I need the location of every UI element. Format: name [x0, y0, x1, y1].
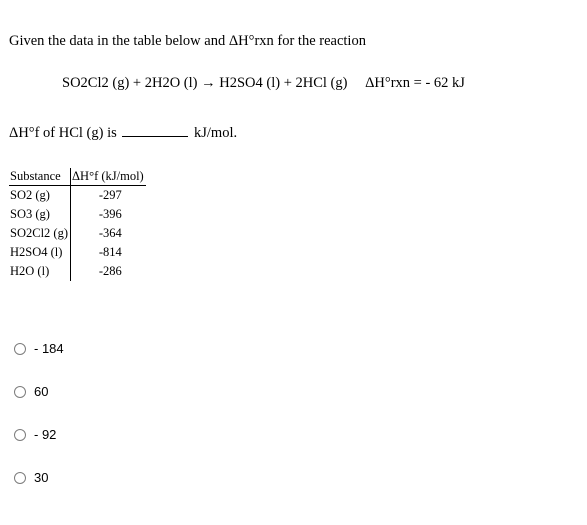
table-header-row — [9, 168, 146, 186]
answer-line — [9, 124, 237, 142]
value-cell: -364 — [71, 224, 146, 243]
table-row — [9, 243, 146, 262]
reaction-arrow: → — [201, 75, 216, 91]
enthalpy-table — [9, 168, 146, 281]
substance-cell: H2SO4 (l) — [10, 245, 63, 259]
radio-button[interactable] — [14, 429, 26, 441]
value-cell: -297 — [71, 186, 146, 206]
question-intro: Given the data in the table below and ΔH°rxn for the reaction — [9, 33, 366, 49]
substance-cell: H2O (l) — [10, 264, 50, 278]
reactant-2: 2H2O (l) — [144, 75, 198, 91]
radio-button[interactable] — [14, 386, 26, 398]
answer-prompt: ΔH°f of HCl (g) is — [9, 125, 117, 141]
answer-option-4[interactable] — [14, 470, 48, 485]
substance-cell: SO2Cl2 (g) — [10, 226, 68, 240]
product-1: H2SO4 (l) — [219, 75, 281, 91]
radio-button[interactable] — [14, 343, 26, 355]
value-cell: -814 — [71, 243, 146, 262]
option-label[interactable]: - 184 — [34, 341, 64, 356]
plus-2: + — [283, 75, 292, 91]
product-2: 2HCl (g) — [295, 75, 348, 91]
header-enthalpy: ΔH°f (kJ/mol) — [71, 168, 146, 186]
answer-unit: kJ/mol. — [194, 125, 238, 141]
radio-button[interactable] — [14, 472, 26, 484]
table-row — [9, 262, 146, 281]
reaction-enthalpy: ΔH°rxn = - 62 kJ — [365, 75, 465, 91]
substance-cell: SO3 (g) — [10, 207, 50, 221]
substance-cell: SO2 (g) — [10, 188, 50, 202]
header-substance: Substance — [10, 169, 61, 183]
table-row — [9, 205, 146, 224]
reaction-equation — [62, 75, 465, 92]
table-row — [9, 224, 146, 243]
answer-option-1[interactable] — [14, 341, 64, 356]
option-label[interactable]: 60 — [34, 384, 49, 399]
plus-1: + — [132, 75, 142, 91]
table-row — [9, 186, 146, 206]
answer-blank — [122, 124, 188, 137]
answer-option-2[interactable] — [14, 384, 48, 399]
option-label[interactable]: - 92 — [34, 427, 57, 442]
answer-option-3[interactable] — [14, 427, 56, 442]
reactant-1: SO2Cl2 (g) — [62, 75, 130, 91]
value-cell: -286 — [71, 262, 146, 281]
value-cell: -396 — [71, 205, 146, 224]
option-label[interactable]: 30 — [34, 470, 49, 485]
